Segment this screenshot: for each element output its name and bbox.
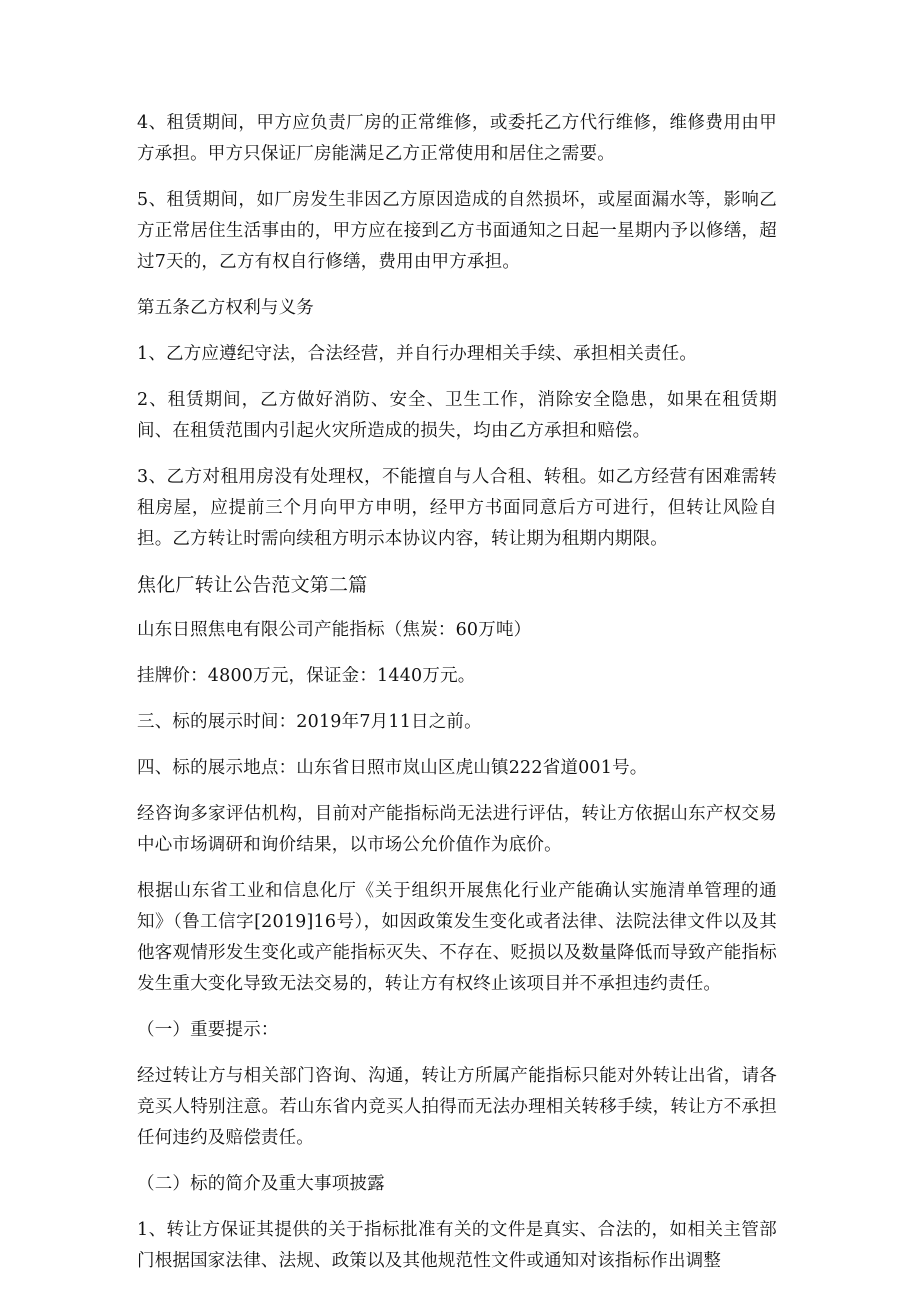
paragraph-article-5-item-2: 2、租赁期间，乙方做好消防、安全、卫生工作，消除安全隐患，如果在租赁期间、在租赁范围内引起火灾所造成的损失，均由乙方承担和赔偿。 xyxy=(137,390,777,441)
paragraph-valuation: 经咨询多家评估机构，目前对产能指标尚无法进行评估，转让方依据山东产权交易中心市场调研和询价结果，以市场公允价值作为底价。 xyxy=(137,804,777,855)
section-title-article-5: 第五条乙方权利与义务 xyxy=(137,298,314,318)
paragraph-target-name: 山东日照焦电有限公司产能指标（焦炭：60万吨） xyxy=(137,620,532,640)
paragraph-notice-content: 经过转让方与相关部门咨询、沟通，转让方所属产能指标只能对外转让出省，请各竞买人特别注意。若山东省内竞买人拍得而无法办理相关转移手续，转让方不承担任何违约及赔偿责任。 xyxy=(137,1066,777,1148)
section-heading-second-article: 焦化厂转让公告范文第二篇 xyxy=(137,574,368,596)
paragraph-disclosure-item-1: 1、转让方保证其提供的关于指标批准有关的文件是真实、合法的，如相关主管部门根据国家法律、法规、政策以及其他规范性文件或通知对该指标作出调整 xyxy=(137,1220,777,1271)
paragraph-article-5-item-1: 1、乙方应遵纪守法，合法经营，并自行办理相关手续、承担相关责任。 xyxy=(137,344,698,364)
document-body xyxy=(137,108,777,1292)
paragraph-clause-5-damage: 5、租赁期间，如厂房发生非因乙方原因造成的自然损坏，或屋面漏水等，影响乙方正常居住生活事由的，甲方应在接到乙方书面通知之日起一星期内予以修缮，超过7天的，乙方有权自行修缮，费用由甲方承担。 xyxy=(137,190,777,272)
paragraph-clause-4-repairs: 4、租赁期间，甲方应负责厂房的正常维修，或委托乙方代行维修，维修费用由甲方承担。甲方只保证厂房能满足乙方正常使用和居住之需要。 xyxy=(137,113,777,164)
paragraph-display-time: 三、标的展示时间：2019年7月11日之前。 xyxy=(137,712,482,732)
paragraph-policy-basis: 根据山东省工业和信息化厅《关于组织开展焦化行业产能确认实施清单管理的通知》（鲁工信字[2019]16号），如因政策发生变化或者法律、法院法律文件以及其他客观情形发生变化或产能指标灭失、不存在、贬损以及数量降低而导致产能指标发生重大变化导致无法交易的，转让方有权终止该项目并不承担违约责任。 xyxy=(137,881,777,994)
paragraph-listing-price: 挂牌价：4800万元，保证金：1440万元。 xyxy=(137,666,476,686)
subheading-disclosure: （二）标的简介及重大事项披露 xyxy=(137,1174,385,1194)
subheading-important-notice: （一）重要提示： xyxy=(137,1020,279,1040)
paragraph-article-5-item-3: 3、乙方对租用房没有处理权，不能擅自与人合租、转租。如乙方经营有困难需转租房屋，应提前三个月向甲方申明，经甲方书面同意后方可进行，但转让风险自担。乙方转让时需向续租方明示本协议内容，转让期为租期内期限。 xyxy=(137,467,777,549)
paragraph-display-location: 四、标的展示地点：山东省日照市岚山区虎山镇222省道001号。 xyxy=(137,758,648,778)
